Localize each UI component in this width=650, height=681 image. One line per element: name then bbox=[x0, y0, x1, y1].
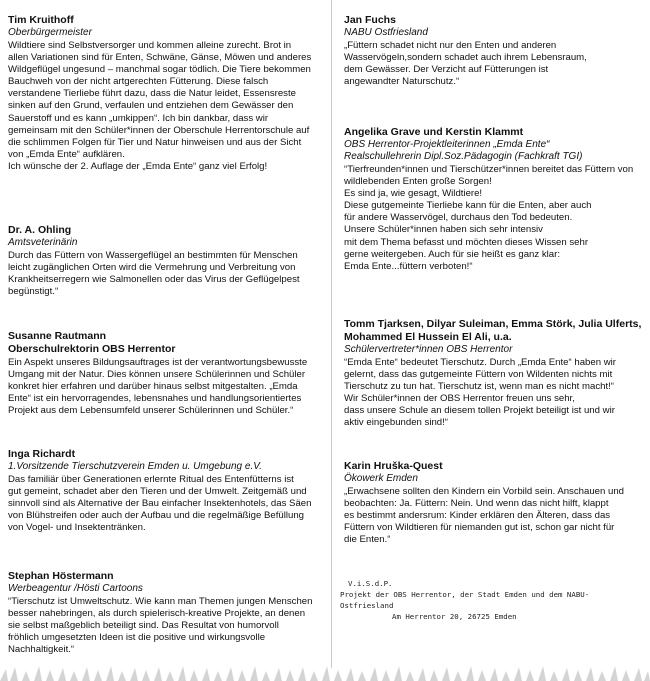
author-name: Susanne Rautmann bbox=[8, 330, 107, 342]
text-line: Wasservögeln,sondern schadet auch ihrem Lebensraum, bbox=[344, 52, 587, 64]
statement-text bbox=[344, 164, 644, 273]
statement-text bbox=[8, 596, 320, 656]
text-line: “Emda Ente“ bedeutet Tierschutz. Durch „Emda Ente“ haben wir bbox=[344, 357, 616, 368]
text-line: von „Emda Ente“ aufklären. bbox=[8, 148, 125, 160]
author-role: Oberschulrektorin OBS Herrentor bbox=[8, 343, 176, 355]
text-line: Krankheitserregern wie Salmonellen oder das Virus der Geflügelpest bbox=[8, 274, 300, 286]
text-line: es bestimmt andersrum: Kinder erklären den Älteren, dass das bbox=[344, 510, 611, 522]
text-line: gemeinsam mit den Schüler*innen der Oberschule Herrentorschule auf bbox=[8, 124, 310, 136]
author-name: Inga Richardt bbox=[8, 448, 76, 460]
text-line: beobachten: Ja. Füttern: Nein. Und wenn das nicht hilft, klappt bbox=[344, 498, 609, 510]
text-line: sinken auf den Grund, verfaulen und entziehen dem Gewässer den bbox=[8, 100, 294, 112]
author-role: Ökowerk Emden bbox=[344, 473, 418, 484]
text-line: Es sind ja, wie gesagt, Wildtiere! bbox=[344, 188, 483, 200]
statement-text bbox=[8, 40, 320, 173]
text-line: Durch das Füttern von Wassergeflügel an bestimmten für Menschen bbox=[8, 250, 298, 261]
text-line: Diese gutgemeinte Tierliebe kann für die Enten, aber auch bbox=[344, 200, 592, 212]
statement-text bbox=[8, 250, 320, 298]
text-line: sinnvoll sind als Alternative der Bau einfacher Insektenhotels, das Säen bbox=[8, 498, 312, 510]
text-line: die schlimmen Folgen für Tier und Natur hinweisen und aus der Sicht bbox=[8, 136, 302, 148]
grass-border-decoration bbox=[0, 665, 650, 681]
statement-text bbox=[344, 357, 644, 430]
text-line: Sauerstoff und es kann „umkippen“. Ich bin dankbar, dass wir bbox=[8, 112, 269, 124]
imprint-project-line: Projekt der OBS Herrentor, der Stadt Emden und dem NABU-Ostfriesland bbox=[340, 590, 590, 610]
text-line: leicht zugänglichen Orten wird die Vermehrung und Verbreitung von bbox=[8, 262, 296, 274]
author-name: Tomm Tjarksen, Dilyar Suleiman, Emma Störk, Julia Ulferts, bbox=[344, 318, 642, 330]
text-line: gerne weitergeben. Auch für sie heißt es ganz klar: bbox=[344, 248, 560, 260]
text-line: konkret hier erfahren und darüber hinaus selbst mitgestalten. „Emda bbox=[8, 381, 298, 393]
statement-kruithoff bbox=[8, 14, 320, 173]
statement-ohling bbox=[8, 224, 320, 298]
statement-schuelervertreter bbox=[344, 318, 644, 430]
author-role: Oberbürgermeister bbox=[8, 27, 92, 38]
text-line: Ich wünsche der 2. Auflage der „Emda Ente“ ganz viel Erfolg! bbox=[8, 160, 268, 172]
text-line: besser nahebringen, als durch spielerisch-kreative Projekte, an denen bbox=[8, 608, 306, 620]
imprint-visdp: V.i.S.d.P. bbox=[348, 579, 393, 588]
text-line: wildlebenden Enten große Sorgen! bbox=[344, 176, 492, 188]
author-role: Schülervertreter*innen OBS Herrentor bbox=[344, 344, 513, 355]
statement-hoestermann bbox=[8, 570, 320, 656]
text-line: sie selbst maßgeblich beteiligt sind. Das Resultat von humorvoll bbox=[8, 620, 279, 632]
statement-text bbox=[344, 486, 644, 546]
text-line: Projekt aus dem Lebensumfeld unserer Schülerinnen und Schüler.“ bbox=[8, 405, 294, 417]
text-line: Wir Schüler*innen der OBS Herrentor freuen uns sehr, bbox=[344, 393, 575, 405]
statement-hruska-quest bbox=[344, 460, 644, 546]
text-line: Bauchweh von der nicht artgerechten Fütterung. Diese falsch bbox=[8, 76, 269, 88]
statement-fuchs bbox=[344, 14, 644, 88]
text-line: “Tierfreunden*innen und Tierschützer*innen bereitet das Füttern von bbox=[344, 164, 634, 175]
statement-rautmann bbox=[8, 330, 320, 417]
statement-grave-klammt bbox=[344, 126, 644, 273]
author-name: Dr. A. Ohling bbox=[8, 224, 72, 236]
text-line: Emda Ente...füttern verboten!“ bbox=[344, 260, 473, 272]
text-line: aktiv eingebunden sind!“ bbox=[344, 417, 449, 429]
text-line: Füttern von Wildtieren für niemanden gut ist, schon gar nicht für bbox=[344, 522, 615, 534]
text-line: dass unsere Schule an diesem tollen Projekt beteiligt ist und wir bbox=[344, 405, 615, 417]
author-role: Werbeagentur /Hösti Cartoons bbox=[8, 583, 143, 594]
statement-richardt bbox=[8, 448, 320, 534]
text-line: Das familiär über Generationen erlernte Ritual des Entenfütterns ist bbox=[8, 474, 294, 485]
column-divider bbox=[331, 0, 332, 668]
text-line: Tierschutz zu tun hat. Tierschutz ist, wenn man es nicht macht!“ bbox=[344, 381, 614, 393]
author-role: OBS Herrentor-Projektleiterinnen „Emda Ente“ bbox=[344, 139, 550, 150]
author-name: Tim Kruithoff bbox=[8, 14, 74, 26]
statement-text bbox=[8, 474, 320, 534]
text-line: Ein Aspekt unseres Bildungsauftrages ist der verantwortungsbewusste bbox=[8, 357, 308, 368]
text-line: „Füttern schadet nicht nur den Enten und anderen bbox=[344, 40, 557, 51]
text-line: Ente“ ist ein hervorragendes, lebensnahes und handlungsorientiertes bbox=[8, 393, 302, 405]
text-line: verstandene Tierliebe führt dazu, dass die Natur leidet, Essensreste bbox=[8, 88, 296, 100]
text-line: gelernt, dass das gutgemeinte Füttern von Wildenten nichts mit bbox=[344, 369, 613, 381]
author-name: Stephan Höstermann bbox=[8, 570, 114, 582]
author-role: 1.Vorsitzende Tierschutzverein Emden u. Umgebung e.V. bbox=[8, 461, 262, 472]
text-line: von Blühstreifen oder auch der Aufbau und die regelmäßige Befüllung bbox=[8, 510, 305, 522]
text-line: die Enten.“ bbox=[344, 534, 391, 546]
text-line: Nachhaltigkeit.“ bbox=[8, 644, 75, 656]
text-line: gut gemeint, schadet aber den Tieren und der Umwelt. Zeitgemäß und bbox=[8, 486, 307, 498]
text-line: “Tierschutz ist Umweltschutz. Wie kann man Themen jungen Menschen bbox=[8, 596, 313, 607]
statement-text bbox=[8, 357, 320, 417]
author-name: Karin Hruška-Quest bbox=[344, 460, 443, 472]
text-line: dem Gewässer. Der Verzicht auf Fütterungen ist bbox=[344, 64, 549, 76]
text-line: mit dem Thema befasst und möchten dieses Wissen sehr bbox=[344, 236, 589, 248]
text-line: Wildtiere sind Selbstversorger und kommen alleine zurecht. Brot in bbox=[8, 40, 292, 51]
imprint bbox=[340, 578, 640, 622]
text-line: angewandter Naturschutz.“ bbox=[344, 76, 460, 88]
text-line: Umgang mit der Natur. Dies können unsere Schülerinnen und Schüler bbox=[8, 369, 306, 381]
text-line: „Erwachsene sollten den Kindern ein Vorbild sein. Anschauen und bbox=[344, 486, 625, 497]
imprint-address: Am Herrentor 20, 26725 Emden bbox=[392, 612, 517, 621]
author-role: Amtsveterinärin bbox=[8, 237, 78, 248]
text-line: fröhlich umgesetzten Ideen ist die positive und wirkungsvolle bbox=[8, 632, 266, 644]
author-name-continued: Mohammed El Hussein El Ali, u.a. bbox=[344, 331, 512, 343]
statement-text bbox=[344, 40, 644, 88]
author-name: Jan Fuchs bbox=[344, 14, 396, 26]
text-line: begünstigt.“ bbox=[8, 286, 59, 298]
text-line: Wildgeflügel ungesund – manchmal sogar tödlich. Die Tiere bekommen bbox=[8, 64, 311, 76]
text-line: von Vogel- und Insektentränken. bbox=[8, 522, 146, 534]
text-line: für andere Wasservögel, durchaus den Tod bedeuten. bbox=[344, 212, 573, 224]
text-line: Unsere Schüler*innen haben sich sehr intensiv bbox=[344, 224, 543, 236]
author-role: NABU Ostfriesland bbox=[344, 27, 428, 38]
author-name: Angelika Grave und Kerstin Klammt bbox=[344, 126, 524, 138]
author-role-secondary: Realschullehrerin Dipl.Soz.Pädagogin (Fachkraft TGI) bbox=[344, 151, 583, 162]
text-line: allen Variationen sind für Enten, Schwäne, Gänse, Möwen und anderes bbox=[8, 52, 312, 64]
